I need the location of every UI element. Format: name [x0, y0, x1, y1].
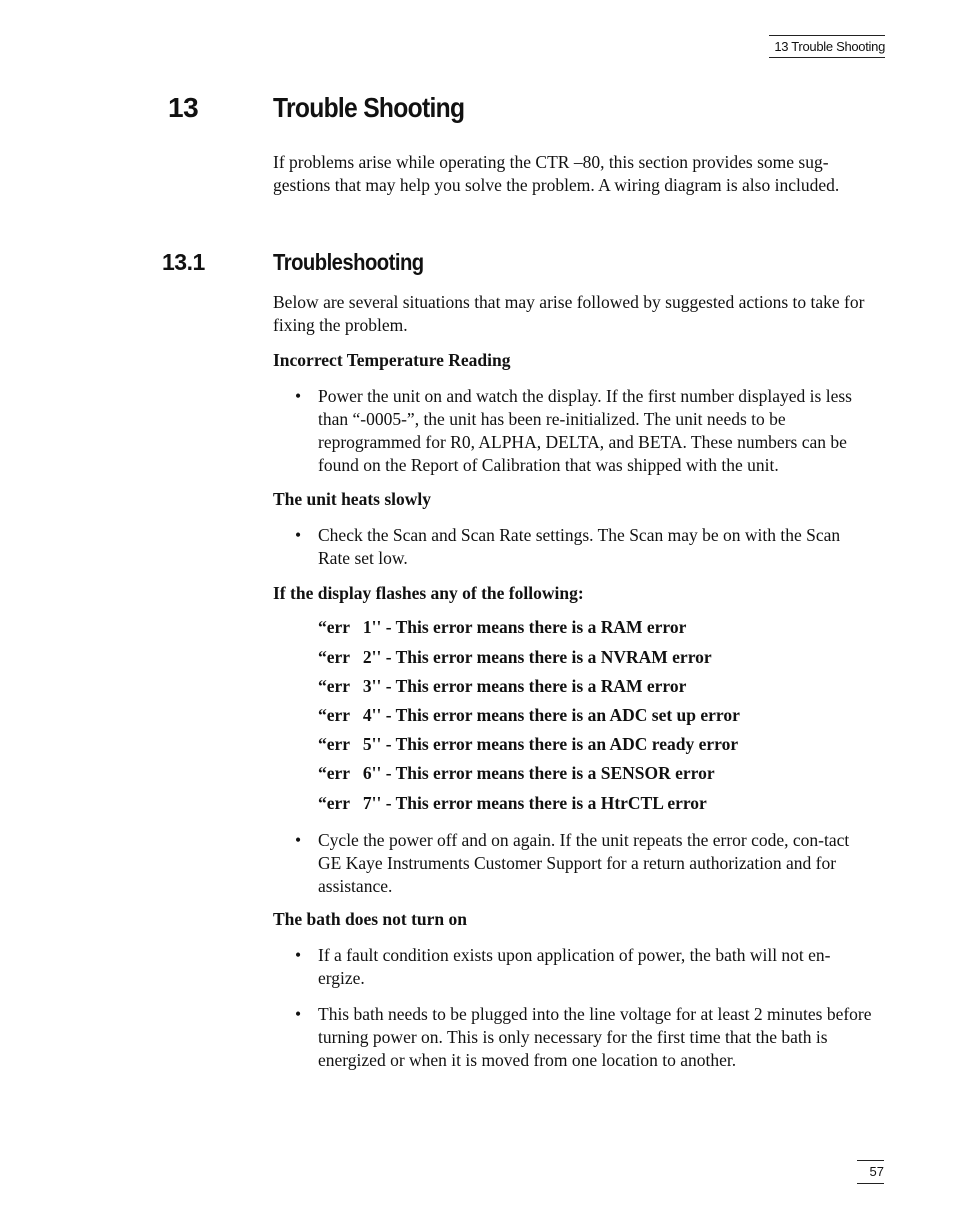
list-item-text: Cycle the power off and on again. If the unit repeats the error code, con-tact GE Kaye Instruments Customer Support for a return authorization and for assistance.	[318, 830, 850, 896]
page-number: 57	[857, 1160, 884, 1184]
list-item-text: If a fault condition exists upon application of power, the bath will not en-ergize.	[318, 945, 831, 988]
list-item-text: Check the Scan and Scan Rate settings. The Scan may be on with the Scan Rate set low.	[318, 525, 841, 568]
chapter-intro: If problems arise while operating the CTR –80, this section provides some sug-gestions that may help you solve the problem. A wiring diagram is also included.	[273, 152, 840, 195]
error-code-line: “err 6'' - This error means there is a SENSOR error	[318, 763, 715, 783]
bullet-icon: •	[295, 945, 302, 965]
list-item-text: This bath needs to be plugged into the line voltage for at least 2 minutes before turning power on. This is only necessary for the first time that the bath is energized or when it is moved from one location to another.	[318, 1004, 872, 1070]
bullet-icon: •	[295, 1004, 302, 1024]
running-header: 13 Trouble Shooting	[769, 35, 885, 58]
chapter-title: Trouble Shooting	[273, 92, 465, 123]
problem-heading-bath: The bath does not turn on	[273, 909, 468, 929]
bullet-icon: •	[295, 386, 302, 406]
error-code-line: “err 4'' - This error means there is an ADC set up error	[318, 705, 740, 725]
section-title: Troubleshooting	[273, 249, 424, 275]
problem-heading-heats-slowly: The unit heats slowly	[273, 489, 432, 509]
error-code-line: “err 7'' - This error means there is a HtrCTL error	[318, 793, 707, 813]
chapter-number: 13	[168, 92, 199, 123]
bullet-icon: •	[295, 525, 302, 545]
section-number: 13.1	[162, 249, 205, 275]
error-code-line: “err 1'' - This error means there is a RAM error	[318, 617, 687, 637]
problem-heading-display-flashes: If the display flashes any of the following:	[273, 583, 584, 603]
error-code-line: “err 2'' - This error means there is a NVRAM error	[318, 647, 712, 667]
problem-heading-temperature: Incorrect Temperature Reading	[273, 350, 511, 370]
section-intro: Below are several situations that may arise followed by suggested actions to take for fixing the problem.	[273, 292, 865, 335]
bullet-icon: •	[295, 830, 302, 850]
error-code-line: “err 5'' - This error means there is an ADC ready error	[318, 734, 739, 754]
error-code-line: “err 3'' - This error means there is a RAM error	[318, 676, 687, 696]
list-item-text: Power the unit on and watch the display. If the first number displayed is less than “-0005-”, the unit has been re-initialized. The unit needs to be reprogrammed for R0, ALPHA, DELTA, and BETA. These numbers can be found on the Report of Calibration that was shipped with the unit.	[318, 386, 852, 475]
